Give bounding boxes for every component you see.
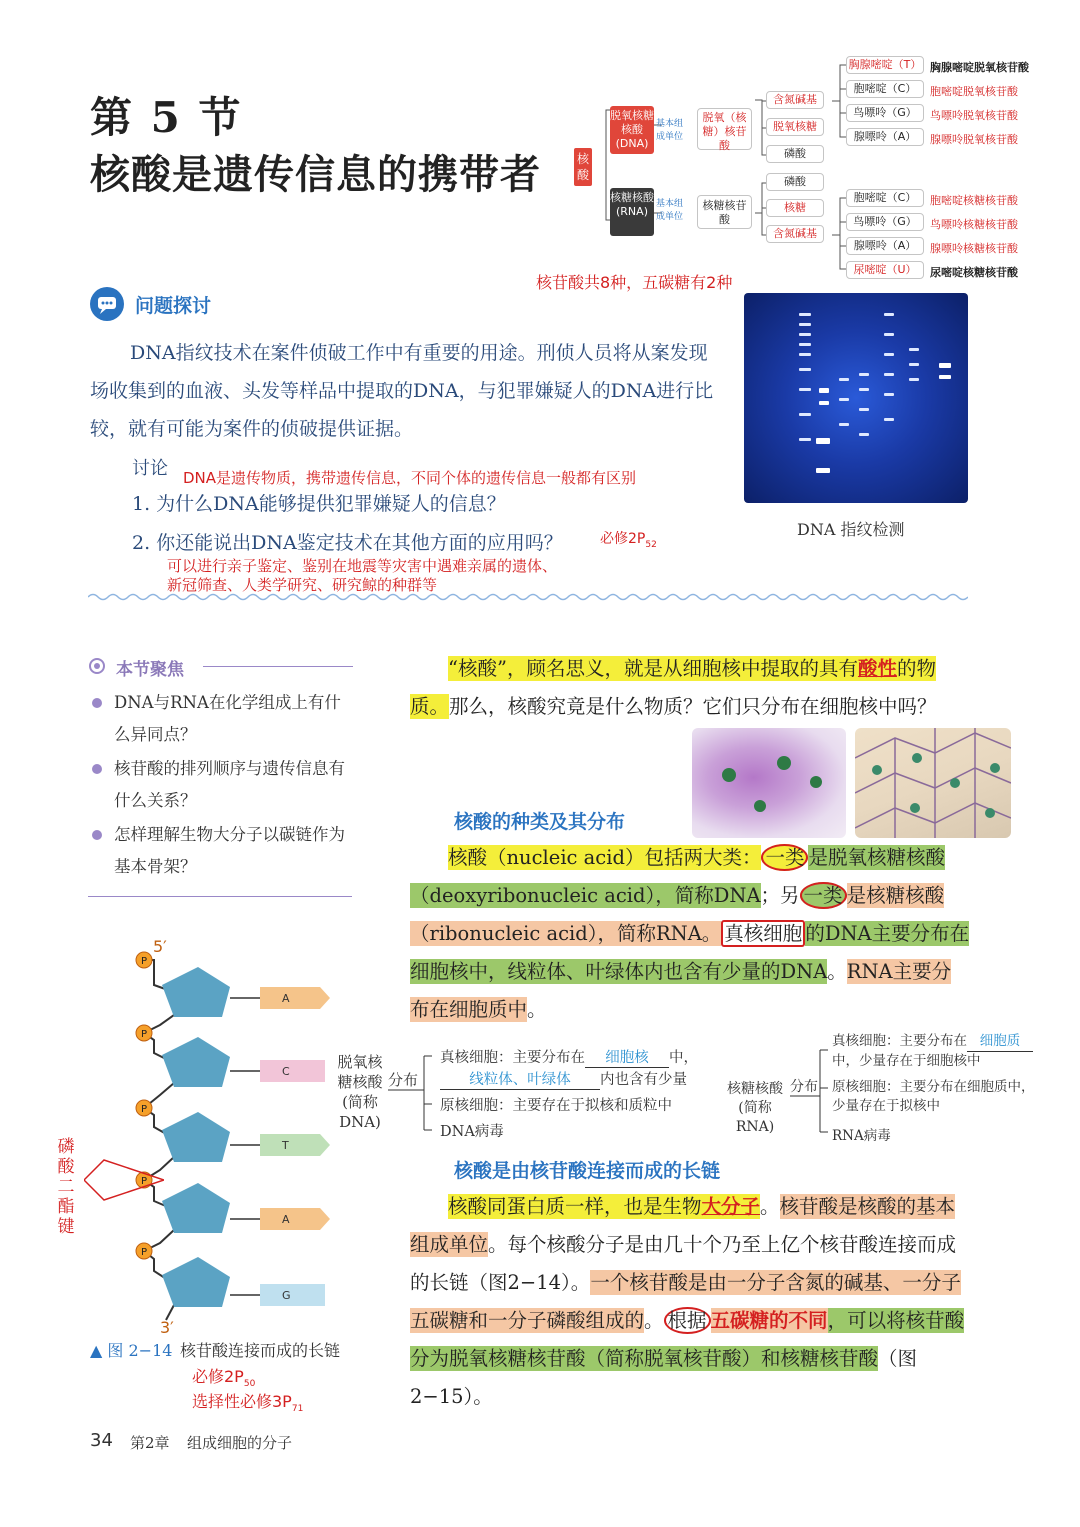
three-prime-label: 3′ — [160, 1318, 174, 1337]
discuss-label: 讨论 — [132, 458, 168, 479]
wavy-divider — [88, 592, 968, 602]
rna-base-g: 鸟嘌呤（G） — [846, 213, 924, 231]
dna-verb: 分布 — [388, 1071, 419, 1089]
base-label: C — [282, 1065, 290, 1078]
dna-nucleotide-c: 胞嘧啶脱氧核苷酸 — [930, 85, 1018, 98]
discussion-heading: 问题探讨 — [135, 295, 212, 317]
target-icon — [89, 658, 105, 674]
focus-item: 核苷酸的排列顺序与遗传信息有什么关系？ — [88, 753, 356, 817]
chat-icon — [90, 287, 124, 321]
circled-one-class: 一类 — [761, 844, 808, 871]
rna-unit: 核糖核苷酸 — [697, 195, 752, 229]
focus-item: 怎样理解生物大分子以碳链作为基本骨架？ — [88, 819, 356, 883]
rna-pro-line: 原核细胞：主要分布在细胞质中，少量存在于拟核中 — [832, 1079, 1035, 1114]
dna-nucleotide-g: 鸟嘌呤脱氧核苷酸 — [930, 109, 1018, 122]
rna-name: 核糖核酸(简称RNA) — [727, 1081, 783, 1135]
dna-name: 脱氧核糖核酸(简称DNA) — [337, 1053, 383, 1131]
cell-image-2 — [855, 728, 1011, 838]
image-caption: DNA 指纹检测 — [797, 520, 905, 539]
circled-another-class: 一类 — [800, 882, 847, 909]
rna-part-base: 含氮碱基 — [766, 225, 824, 243]
rna-node: 核糖核酸(RNA) — [610, 188, 654, 236]
dna-unit: 脱氧（核糖）核苷酸 — [697, 108, 752, 150]
dna-relation: 基本组成单位 — [656, 119, 684, 142]
base-label: T — [282, 1139, 289, 1152]
question-1: 1. 为什么DNA能够提供犯罪嫌疑人的信息？ — [132, 493, 506, 515]
phosphate-label: P — [140, 1029, 148, 1040]
rna-euk-line: 真核细胞：主要分布在 细胞质中，少量存在于细胞核中 — [832, 1032, 1042, 1071]
chapter-title: 组成细胞的分子 — [187, 1434, 293, 1452]
answer-1: DNA是遗传物质，携带遗传信息，不同个体的遗传信息一般都有区别 — [183, 469, 637, 487]
chapter-label: 第2章 — [130, 1434, 170, 1452]
subheading-2: 核酸是由核苷酸连接而成的长链 — [454, 1160, 721, 1182]
base-label: A — [282, 992, 290, 1005]
chain-diagram — [130, 935, 340, 1335]
base-label: G — [282, 1289, 291, 1302]
rna-verb: 分布 — [790, 1079, 818, 1095]
types-paragraph: 核酸（nucleic acid）包括两大类： 一类 是脱氧核糖核酸（deoxyribonucleic acid），简称DNA；另 一类 是核糖核酸（ribonucleic acid），简称RNA。 真核细胞 的DNA主要分布在细胞核中，线粒体、叶绿体内也含有少量的DNA。RNA主要分布在细胞质中。 — [410, 846, 970, 1021]
figure-caption: 核苷酸连接而成的长链 — [180, 1341, 341, 1360]
focus-rule — [203, 666, 353, 667]
rna-base-a: 腺嘌呤（A） — [846, 237, 924, 255]
question-2: 2. 你还能说出DNA鉴定技术在其他方面的应用吗？ — [132, 532, 563, 554]
dna-base-a: 腺嘌呤（A） — [846, 128, 924, 146]
five-prime-label: 5′ — [153, 937, 167, 956]
dna-fingerprint-image — [744, 293, 968, 503]
figure-number: ▲ 图 2−14 — [90, 1341, 173, 1360]
dna-base-t: 胸腺嘧啶（T） — [846, 56, 924, 74]
phosphate-label: P — [140, 1104, 148, 1115]
dna-pro-line: 原核细胞：主要存在于拟核和质粒中 — [440, 1098, 672, 1114]
concept-map-note: 核苷酸共8种，五碳糖有2种 — [536, 273, 733, 292]
focus-item: DNA与RNA在化学组成上有什么异同点？ — [88, 687, 356, 751]
dna-part-sugar: 脱氧核糖 — [766, 118, 824, 136]
dna-part-phosphate: 磷酸 — [766, 145, 824, 163]
section-number: 第 5 节 — [90, 93, 243, 142]
rna-nucleotide-g: 鸟嘌呤核糖核苷酸 — [930, 218, 1018, 231]
boxed-eukaryote: 真核细胞 — [721, 920, 805, 947]
dna-euk-line-2: 线粒体、叶绿体 内也含有少量 — [440, 1068, 687, 1090]
dna-node: 脱氧核糖核酸(DNA) — [610, 106, 654, 154]
intro-paragraph: “核酸”，顾名思义，就是从细胞核中提取的具有酸性的物质。那么，核酸究竟是什么物质？它们只分布在细胞核中吗？ — [410, 657, 937, 718]
rna-nucleotide-c: 胞嘧啶核糖核苷酸 — [930, 194, 1018, 207]
dna-virus-line: DNA病毒 — [440, 1124, 504, 1140]
page-title: 核酸是遗传信息的携带者 — [90, 151, 541, 198]
phosphate-label: P — [140, 1247, 148, 1258]
dna-bracket — [388, 1048, 438, 1138]
answer-2: 可以进行亲子鉴定、鉴别在地震等灾害中遇难亲属的遗体、 新冠筛查、人类学研究、研究鲸的种群等 — [167, 557, 558, 594]
page-number: 34 — [90, 1430, 113, 1451]
rna-relation: 基本组成单位 — [656, 199, 684, 222]
rna-base-c: 胞嘧啶（C） — [846, 189, 924, 207]
concept-root: 核酸 — [574, 148, 592, 186]
dna-base-g: 鸟嘌呤（G） — [846, 104, 924, 122]
dna-nucleotide-a: 腺嘌呤脱氧核苷酸 — [930, 133, 1018, 146]
rna-nucleotide-u: 尿嘧啶核糖核苷酸 — [930, 266, 1018, 279]
ref-b: 选择性必修$3P_{71}$ — [192, 1392, 304, 1415]
circled-according: 根据 — [664, 1307, 711, 1334]
bond-marker — [84, 1155, 164, 1205]
rna-nucleotide-a: 腺嘌呤核糖核苷酸 — [930, 242, 1018, 255]
rna-part-phosphate: 磷酸 — [766, 173, 824, 191]
subheading-1: 核酸的种类及其分布 — [454, 811, 626, 833]
ref-a: 必修$2P_{50}$ — [192, 1367, 256, 1390]
focus-bottom-rule — [88, 896, 352, 897]
phosphate-label: P — [140, 956, 148, 967]
dna-part-base: 含氮碱基 — [766, 91, 824, 109]
rna-base-u: 尿嘧啶（U） — [846, 261, 924, 279]
phosphate-label: P — [140, 1176, 148, 1187]
rna-part-sugar: 核糖 — [766, 199, 824, 217]
dna-euk-line: 真核细胞：主要分布在 细胞核 中， — [440, 1046, 698, 1068]
discussion-paragraph: DNA指纹技术在案件侦破工作中有重要的用途。刑侦人员将从案发现场收集到的血液、头发等样品中提取的DNA，与犯罪嫌疑人的DNA进行比较，就有可能为案件的侦破提供证据。 — [90, 342, 714, 440]
bond-label: 磷酸二酯键 — [57, 1137, 75, 1237]
focus-list — [88, 687, 356, 883]
dna-base-c: 胞嘧啶（C） — [846, 80, 924, 98]
cell-image-1 — [692, 728, 846, 838]
focus-heading: 本节聚焦 — [116, 660, 184, 680]
dna-nucleotide-t: 胸腺嘧啶脱氧核苷酸 — [930, 61, 1029, 74]
ref-1: 必修$2P_{52}$ — [600, 531, 657, 550]
chain-paragraph: 核酸同蛋白质一样，也是生物大分子。核苷酸是核酸的基本组成单位。每个核酸分子是由几十个乃至上亿个核苷酸连接而成的长链（图2−14）。一个核苷酸是由一分子含氮的碱基、一分子五碳糖和一分子磷酸组成的。 根据 五碳糖的不同，可以将核苷酸分为脱氧核糖核苷酸（简称脱氧核苷酸）和核糖核苷酸（图2−15）。 — [410, 1195, 965, 1408]
rna-virus-line: RNA病毒 — [832, 1128, 891, 1144]
base-label: A — [282, 1213, 290, 1226]
rna-bracket — [790, 1040, 832, 1140]
